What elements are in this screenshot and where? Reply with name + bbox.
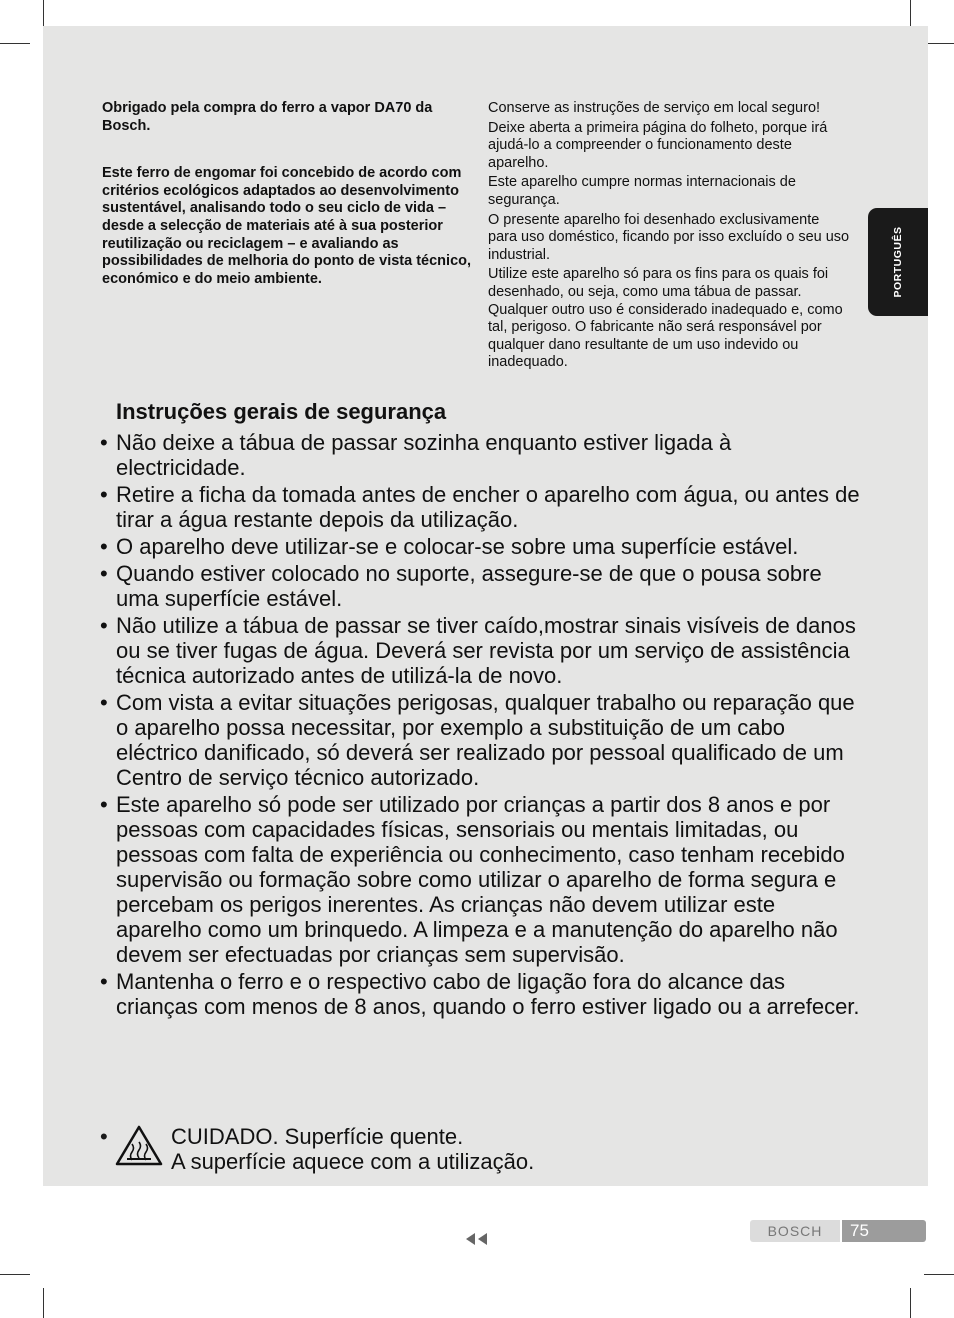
intro-note: Deixe aberta a primeira página do folheto, porque irá ajudá-lo a compreender o funcionamento deste aparelho. [488,119,828,171]
section-title: Instruções gerais de segurança [116,399,447,424]
caution-notice [100,1124,860,1180]
list-item: • Não deixe a tábua de passar sozinha enquanto estiver ligada à electricidade. [100,430,860,480]
intro-note: O presente aparelho foi desenhado exclusivamente para uso doméstico, ficando por isso excluído o seu uso industrial. [488,211,850,263]
intro-eco-text: Este ferro de engomar foi concebido de acordo com critérios ecológicos adaptados ao desenvolvimento sustentável, analisando todo o seu ciclo de vida – desde a selecção de materiais até à sua posterior reutilização ou reciclagem – e avaliando as possibilidades de melhoria do ponto de vista técnico, económico e do meio ambiente. [102,165,472,287]
crop-mark [910,1288,911,1318]
intro-thanks-text: Obrigado pela compra do ferro a vapor DA70 da Bosch. [102,100,433,134]
crop-mark [0,1274,30,1275]
intro-left-column [102,100,472,318]
list-item: • O aparelho deve utilizar-se e colocar-se sobre uma superfície estável. [100,534,860,559]
list-item: • Mantenha o ferro e o respectivo cabo de ligação fora do alcance das crianças com menos de 8 anos, quando o ferro estiver ligado ou a arrefecer. [100,969,860,1019]
list-item: • Este aparelho só pode ser utilizado por crianças a partir dos 8 anos e por pessoas com capacidades físicas, sensoriais ou mentais limitadas, ou pessoas com falta de experiência ou conhecimento, caso tenham recebido supervisão ou formação sobre como utilizar o aparelho de forma segura e percebam os perigos inerentes. As crianças não devem utilizar este aparelho como um brinquedo. A limpeza e a manutenção do aparelho não devem ser efectuadas por crianças sem supervisão. [100,792,860,967]
list-item: • Com vista a evitar situações perigosas, qualquer trabalho ou reparação que o aparelho possa necessitar, por exemplo a substituição de um cabo eléctrico danificado, só deverá ser realizado por pessoal qualificado de um Centro de serviço técnico autorizado. [100,690,860,790]
footer-brand: BOSCH [750,1220,840,1242]
language-tab-label: PORTUGUÊS [892,226,904,298]
caution-line-1: CUIDADO. Superfície quente. [171,1124,464,1149]
caution-text [171,1124,534,1174]
intro-note: Este aparelho cumpre normas internacionais de segurança. [488,174,796,208]
crop-mark [43,1288,44,1318]
caution-line-2: A superfície aquece com a utilização. [171,1149,535,1174]
list-item: • Não utilize a tábua de passar se tiver caído,mostrar sinais visíveis de danos ou se tiver fugas de água. Deverá ser revista por um serviço de assistência técnica autorizado antes de utilizá-la de novo. [100,613,860,688]
intro-right-column [488,100,850,374]
crop-mark [924,43,954,44]
intro-note: Utilize este aparelho só para os fins para os quais foi desenhado, ou seja, como uma tábua de passar. Qualquer outro uso é considerado inadequado e, como tal, perigoso. O fabricante não será responsável por qualquer dano resultante de um uso indevido ou inadequado. [488,266,843,371]
hot-surface-warning-icon [114,1124,164,1168]
crop-mark [0,43,30,44]
language-tab [868,208,928,316]
list-item: • Retire a ficha da tomada antes de encher o aparelho com água, ou antes de tirar a água restante depois da utilização. [100,482,860,532]
page-number: 75 [842,1220,926,1242]
bullet-dot: • [100,1124,108,1149]
list-item: • Quando estiver colocado no suporte, assegure-se de que o pousa sobre uma superfície estável. [100,561,860,611]
crop-mark [924,1274,954,1275]
back-arrows-icon[interactable] [464,1232,490,1246]
intro-note: Conserve as instruções de serviço em local seguro! [488,100,821,116]
safety-instructions-list [100,430,860,1021]
